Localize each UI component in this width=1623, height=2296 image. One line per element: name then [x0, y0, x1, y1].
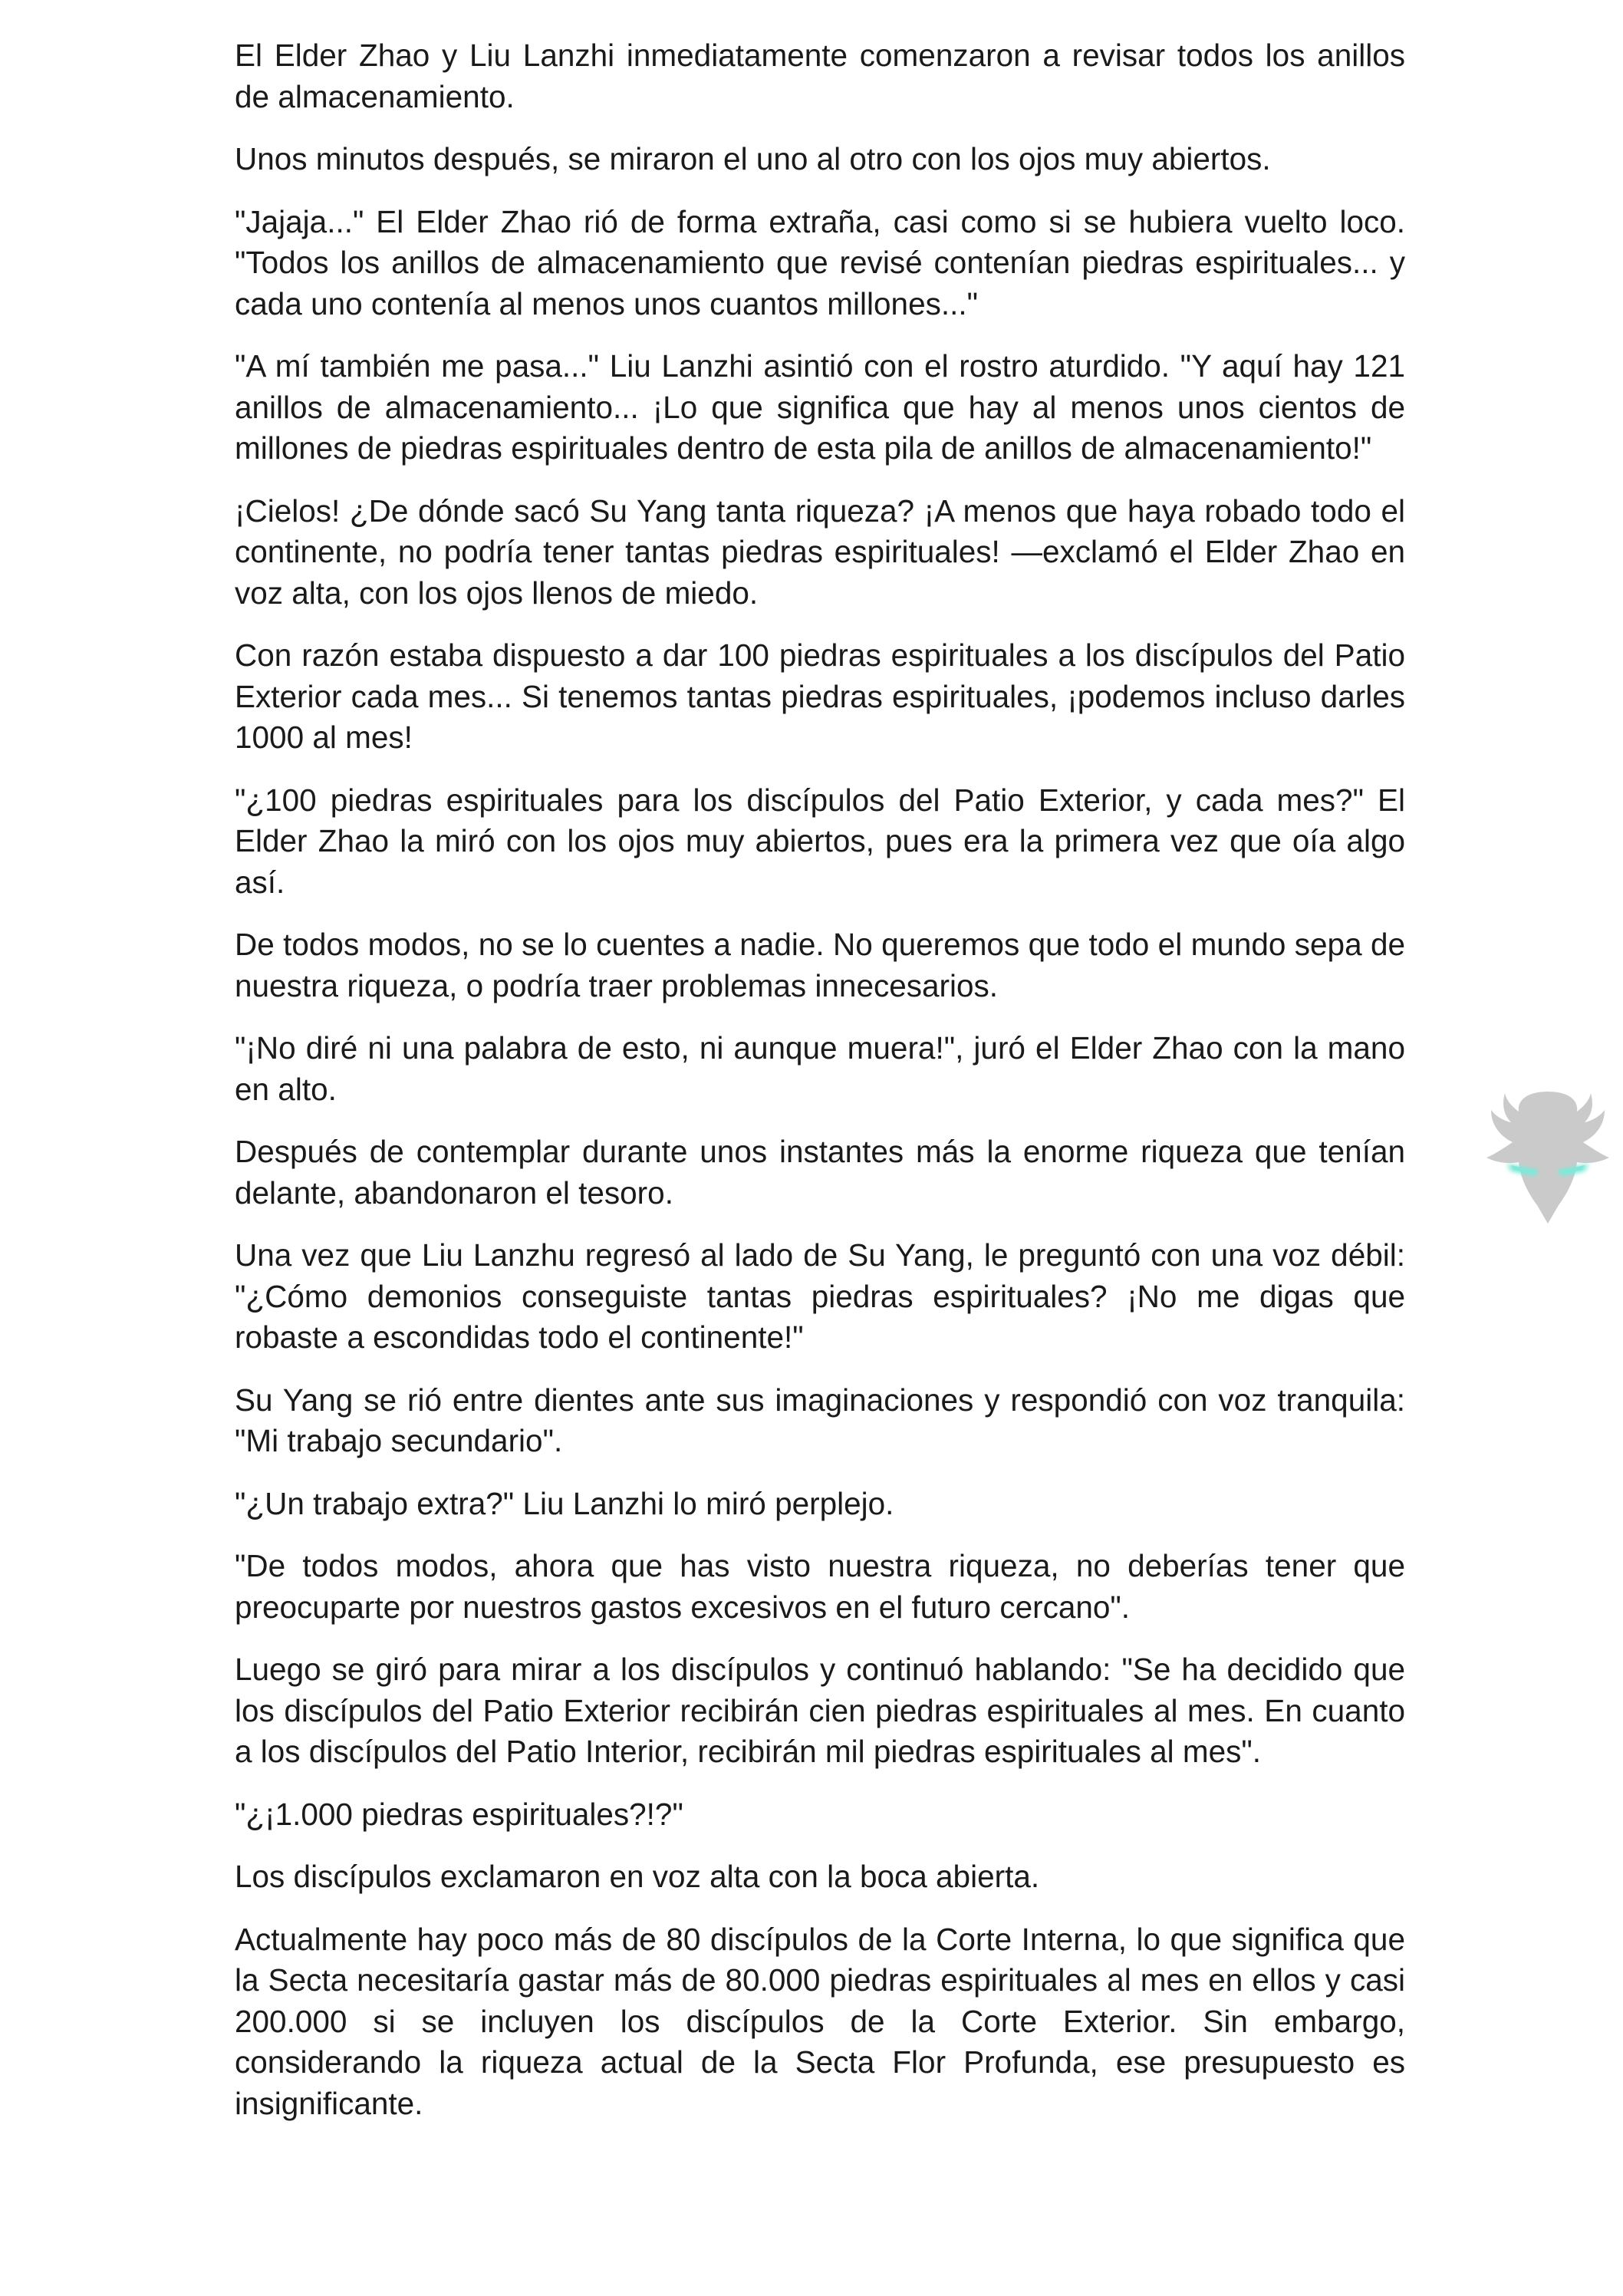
paragraph-8: De todos modos, no se lo cuentes a nadie. No queremos que todo el mundo sepa de nuestra riqueza, o podría traer problemas innecesarios. [235, 927, 1405, 1003]
document-page [235, 35, 1405, 2146]
paragraph-2: Unos minutos después, se miraron el uno al otro con los ojos muy abiertos. [235, 141, 1271, 176]
paragraph-4: "A mí también me pasa..." Liu Lanzhi asintió con el rostro aturdido. "Y aquí hay 121 anillos de almacenamiento... ¡Lo que significa que hay al menos unos cientos de millones de piedras espirituales dentro de esta pila de anillos de almacenamiento!" [235, 348, 1405, 466]
watermark-logo [1473, 1078, 1623, 1247]
paragraph-17: Los discípulos exclamaron en voz alta con la boca abierta. [235, 1859, 1040, 1894]
paragraph-1: El Elder Zhao y Liu Lanzhi inmediatamente comenzaron a revisar todos los anillos de almacenamiento. [235, 38, 1405, 114]
paragraph-15: Luego se giró para mirar a los discípulos y continuó hablando: "Se ha decidido que los discípulos del Patio Exterior recibirán cien piedras espirituales al mes. En cuanto a los discípulos del Patio Interior, recibirán mil piedras espirituales al mes". [235, 1652, 1405, 1769]
paragraph-12: Su Yang se rió entre dientes ante sus imaginaciones y respondió con voz tranquila: "Mi trabajo secundario". [235, 1382, 1405, 1458]
paragraph-14: "De todos modos, ahora que has visto nuestra riqueza, no deberías tener que preocuparte por nuestros gastos excesivos en el futuro cercano". [235, 1548, 1405, 1625]
demon-head-icon [1473, 1078, 1623, 1247]
paragraph-13: "¿Un trabajo extra?" Liu Lanzhi lo miró perplejo. [235, 1485, 894, 1521]
paragraph-9: "¡No diré ni una palabra de esto, ni aunque muera!", juró el Elder Zhao con la mano en alto. [235, 1030, 1405, 1107]
paragraph-7: "¿100 piedras espirituales para los discípulos del Patio Exterior, y cada mes?" El Elder Zhao la miró con los ojos muy abiertos, pues era la primera vez que oía algo así. [235, 782, 1405, 900]
paragraph-16: "¿¡1.000 piedras espirituales?!?" [235, 1796, 683, 1832]
paragraph-3: "Jajaja..." El Elder Zhao rió de forma extraña, casi como si se hubiera vuelto loco. "Todos los anillos de almacenamiento que revisé contenían piedras espirituales... y cada uno contenía al menos unos cuantos millones..." [235, 203, 1405, 321]
paragraph-11: Una vez que Liu Lanzhu regresó al lado de Su Yang, le preguntó con una voz débil: "¿Cómo demonios conseguiste tantas piedras espirituales? ¡No me digas que robaste a escondidas todo el continente!" [235, 1237, 1405, 1355]
paragraph-10: Después de contemplar durante unos instantes más la enorme riqueza que tenían delante, abandonaron el tesoro. [235, 1134, 1405, 1211]
paragraph-5: ¡Cielos! ¿De dónde sacó Su Yang tanta riqueza? ¡A menos que haya robado todo el continente, no podría tener tantas piedras espirituales! —exclamó el Elder Zhao en voz alta, con los ojos llenos de miedo. [235, 492, 1405, 611]
paragraph-18: Actualmente hay poco más de 80 discípulos de la Corte Interna, lo que significa que la Secta necesitaría gastar más de 80.000 piedras espirituales al mes en ellos y casi 200.000 si se incluyen los discípulos de la Corte Exterior. Sin embargo, considerando la riqueza actual de la Secta Flor Profunda, ese presupuesto es insignificante. [235, 1921, 1405, 2121]
paragraph-6: Con razón estaba dispuesto a dar 100 piedras espirituales a los discípulos del Patio Exterior cada mes... Si tenemos tantas piedras espirituales, ¡podemos incluso darles 1000 al mes! [235, 637, 1405, 755]
